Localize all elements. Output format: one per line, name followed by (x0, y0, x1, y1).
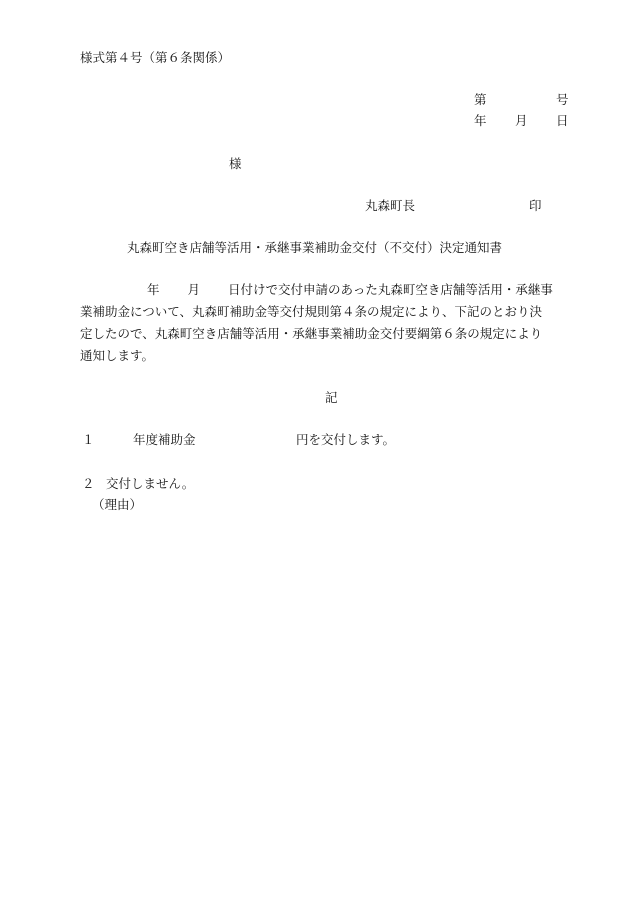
date-year-label: 年 (474, 113, 487, 128)
document-number-prefix: 第 (474, 92, 487, 107)
form-number-label: 様式第４号（第６条関係） (80, 50, 231, 65)
document-number-suffix: 号 (556, 92, 569, 107)
item-2-number: ２ (82, 476, 95, 491)
item-2-text: 交付しません。 (106, 476, 195, 491)
item-1-label: 年度補助金 (133, 432, 196, 447)
sender-name: 丸森町長 (365, 198, 416, 213)
document-title: 丸森町空き店舗等活用・承継事業補助金交付（不交付）決定通知書 (127, 240, 503, 255)
seal-mark: 印 (529, 198, 542, 213)
ki-heading: 記 (325, 390, 338, 405)
item-1-number: １ (82, 432, 95, 447)
body-date-month: 月 (187, 282, 201, 297)
date-month-label: 月 (515, 113, 528, 128)
recipient-honorific: 様 (229, 156, 242, 171)
body-line-4: 通知します。 (80, 348, 155, 363)
body-line-1 (80, 279, 580, 301)
body-paragraph (80, 279, 580, 367)
date-day-label: 日 (556, 113, 569, 128)
body-line-2: 業補助金について、丸森町補助金等交付規則第４条の規定により、下記のとおり決 (80, 304, 543, 319)
reason-label: （理由） (92, 497, 143, 512)
body-line-1-text: 日付けで交付申請のあった丸森町空き店舗等活用・承継事 (228, 282, 553, 297)
body-date-year: 年 (147, 282, 160, 297)
body-line-3: 定したので、丸森町空き店舗等活用・承継事業補助金交付要綱第６条の規定により (80, 326, 543, 341)
item-1-text: 円を交付します。 (296, 432, 396, 447)
